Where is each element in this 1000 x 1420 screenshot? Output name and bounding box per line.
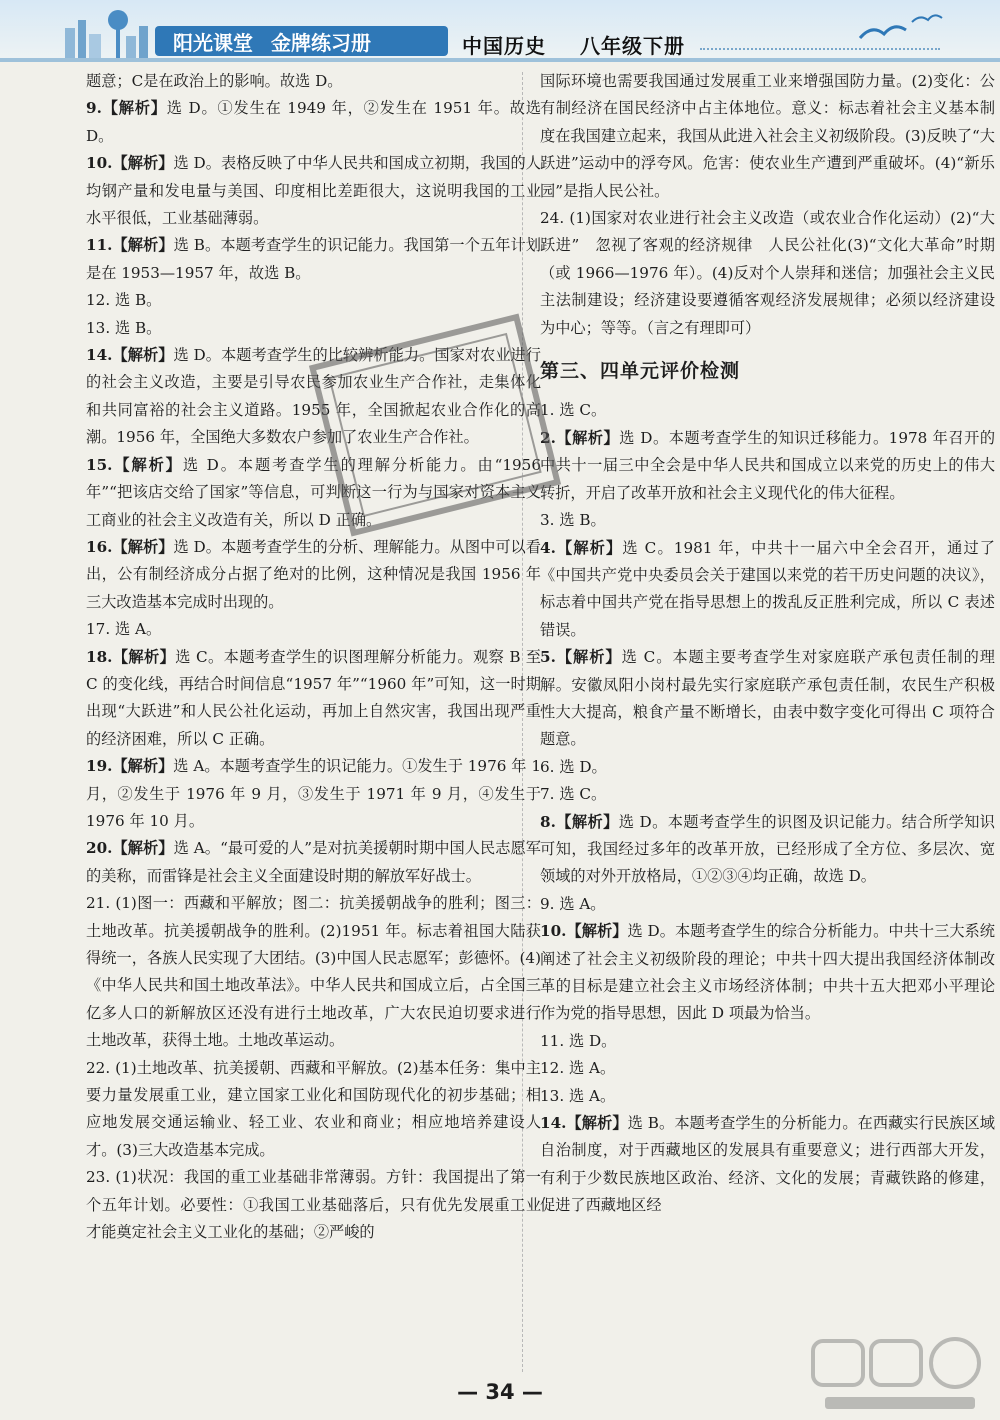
answer-text: 7. 选 C。 <box>540 785 607 804</box>
answer-text: 选 D。本题考查学生的知识迁移能力。1978 年召开的中共十一届三中全会是中华人民共和国成立以来党的历史上的伟大转折，开启了改革开放和社会主义现代化的伟大征程。 <box>540 428 996 502</box>
answer-tag: 15.【解析】 <box>86 455 183 474</box>
answer-item <box>86 315 541 342</box>
answer-text: 选 B。本题考查学生的识记能力。我国第一个五年计划是在 1953—1957 年，故选 B。 <box>86 236 541 282</box>
subject-name: 中国历史 <box>462 34 546 58</box>
brand-banner <box>155 26 448 56</box>
answer-item <box>540 891 995 918</box>
page-header <box>0 0 1000 62</box>
answer-text: 13. 选 A。 <box>540 1086 616 1105</box>
section-title: 第三、四单元评价检测 <box>540 360 741 383</box>
answer-item <box>86 342 541 452</box>
answer-item <box>540 68 995 205</box>
answer-item <box>86 835 541 890</box>
answer-tag: 10.【解析】 <box>86 154 174 173</box>
answer-item <box>540 1055 995 1082</box>
answer-item <box>86 1055 541 1165</box>
answer-tag: 9.【解析】 <box>86 99 167 118</box>
answer-item <box>540 425 995 507</box>
answer-text: 12. 选 B。 <box>86 291 162 310</box>
answer-tag: 18.【解析】 <box>86 647 176 666</box>
answer-text: 17. 选 A。 <box>86 620 162 639</box>
answer-text: 24. (1)国家对农业进行社会主义改造（或农业合作化运动）(2)“大跃进” 忽视了客观的经济规律 人民公社化(3)“文化大革命”时期（或 1966—1976 年）。(4)反对个人崇拜和迷信；加强社会主义民主法制建设；经济建设要遵循客观经济发展规律；必须以经济建设为中心；等等。（言之有理即可） <box>540 209 995 337</box>
answer-tag: 5.【解析】 <box>540 648 622 667</box>
answer-text: 11. 选 D。 <box>540 1031 617 1050</box>
answer-item <box>86 287 541 314</box>
answer-text: 选 D。本题考查学生的分析、理解能力。从图中可以看出，公有制经济成分占据了绝对的比例，这种情况是我国 1956 年三大改造基本完成时出现的。 <box>86 537 541 611</box>
answer-tag: 4.【解析】 <box>540 538 623 557</box>
answer-text: 选 C。本题考查学生的识图理解分析能力。观察 B 至 C 的变化线，再结合时间信息“1957 年”“1960 年”可知，这一时期出现“大跃进”和人民公社化运动，再加上自然灾害，我国出现严重的经济困难，所以 C 正确。 <box>86 647 541 748</box>
answer-text: 21. (1)图一：西藏和平解放；图二：抗美援朝战争的胜利；图三：土地改革。抗美援朝战争的胜利。(2)1951 年。标志着祖国大陆获得统一，各族人民实现了大团结。(3)中国人民志愿军；彭德怀。(4)《中华人民共和国土地改革法》。中华人民共和国成立后，占全国三亿多人口的新解放区还没有进行土地改革，广大农民迫切要求进行土地改革，获得土地。土地改革运动。 <box>86 894 541 1050</box>
answer-item <box>86 753 541 835</box>
answer-text: 选 C。1981 年，中共十一届六中全会召开，通过了《中国共产党中央委员会关于建国以来党的若干历史问题的决议》，标志着中国共产党在指导思想上的拨乱反正胜利完成，所以 C 表述错误。 <box>540 538 995 639</box>
answer-text: 3. 选 B。 <box>540 511 606 530</box>
site-watermark-icon <box>805 1335 990 1415</box>
brand-name: 阳光课堂 <box>173 30 253 55</box>
answer-text: 9. 选 A。 <box>540 894 606 913</box>
answer-item <box>540 397 995 424</box>
answer-tag: 2.【解析】 <box>540 428 620 447</box>
answer-item <box>86 534 541 616</box>
answer-item <box>86 1164 541 1246</box>
answer-text: 选 B。本题考查学生的分析能力。在西藏实行民族区域自治制度，对于西藏地区的发展具有重要意义；进行西部大开发，有利于少数民族地区政治、经济、文化的发展；青藏铁路的修建，促进了西藏地区经 <box>540 1114 995 1215</box>
answer-text: 12. 选 A。 <box>540 1059 616 1078</box>
birds-icon <box>850 10 960 50</box>
page-number: — 34 — <box>457 1380 543 1404</box>
answer-text: 选 D。①发生在 1949 年，②发生在 1951 年。故选 D。 <box>86 99 541 145</box>
answer-tag: 8.【解析】 <box>540 812 619 831</box>
answer-tag: 19.【解析】 <box>86 757 174 776</box>
answer-tag: 16.【解析】 <box>86 537 174 556</box>
answer-item <box>540 205 995 342</box>
answer-text: 1. 选 C。 <box>540 401 607 420</box>
left-column <box>86 68 541 1246</box>
answer-item <box>86 616 541 643</box>
answer-item <box>540 1083 995 1110</box>
answer-item <box>86 150 541 232</box>
answer-item <box>540 1110 995 1220</box>
city-skyline-icon <box>60 6 155 58</box>
answer-item <box>540 644 995 754</box>
answer-text: 13. 选 B。 <box>86 318 162 337</box>
answer-item <box>540 754 995 781</box>
right-column-bottom <box>540 397 995 1219</box>
answer-tag: 11.【解析】 <box>86 236 174 255</box>
brand-series: 金牌练习册 <box>271 30 371 55</box>
answer-item <box>86 644 541 754</box>
answer-item <box>540 507 995 534</box>
answer-text: 选 C。本题主要考查学生对家庭联产承包责任制的理解。安徽凤阳小岗村最先实行家庭联产承包责任制，农民生产积极性大大提高，粮食产量不断增长，由表中数字变化可得出 C 项符合题意。 <box>540 648 995 749</box>
answer-text: 选 D。本题考查学生的综合分析能力。中共十三大系统阐述了社会主义初级阶段的理论；中共十四大提出我国经济体制改革的目标是建立社会主义市场经济体制；中共十五大把邓小平理论作为党的指导思想，因此 D 项最为恰当。 <box>540 922 995 1023</box>
answer-text: 选 A。本题考查学生的识记能力。①发生于 1976 年 1 月，②发生于 1976 年 9 月，③发生于 1971 年 9 月，④发生于 1976 年 10 月。 <box>86 757 541 830</box>
answer-text: 6. 选 D。 <box>540 757 607 776</box>
answer-text: 国际环境也需要我国通过发展重工业来增强国防力量。(2)变化：公有制经济在国民经济中占主体地位。意义：标志着社会主义基本制度在我国建立起来，我国从此进入社会主义初级阶段。(3)反映了“大跃进”运动中的浮夸风。危害：使农业生产遭到严重破坏。(4)“新乐园”是指人民公社。 <box>540 72 995 200</box>
book-subject <box>462 30 685 59</box>
answer-tag: 20.【解析】 <box>86 839 174 858</box>
answer-text: 选 D。本题考查学生的识图及识记能力。结合所学知识可知，我国经过多年的改革开放，已经形成了全方位、多层次、宽领域的对外开放格局，①②③④均正确，故选 D。 <box>540 812 995 886</box>
answer-tag: 10.【解析】 <box>540 922 628 941</box>
answer-text: 选 A。“最可爱的人”是对抗美援朝时期中国人民志愿军的美称，而雷锋是社会主义全面建设时期的解放军好战士。 <box>86 839 541 885</box>
answer-text: 23. (1)状况：我国的重工业基础非常薄弱。方针：我国提出了第一个五年计划。必要性：①我国工业基础落后，只有优先发展重工业才能奠定社会主义工业化的基础；②严峻的 <box>86 1168 541 1242</box>
answer-text: 选 D。本题考查学生的比较辨析能力。国家对农业进行的社会主义改造，主要是引导农民参加农业生产合作社，走集体化和共同富裕的社会主义道路。1955 年，全国掀起农业合作化的高潮。1956 年，全国绝大多数农户参加了农业生产合作社。 <box>86 346 541 447</box>
answer-item <box>540 918 995 1028</box>
answer-text: 22. (1)土地改革、抗美援朝、西藏和平解放。(2)基本任务：集中主要力量发展重工业，建立国家工业化和国防现代化的初步基础；相应地发展交通运输业、轻工业、农业和商业；相应地培养建设人才。(3)三大改造基本完成。 <box>86 1058 541 1159</box>
answer-item <box>540 781 995 808</box>
answer-text: 题意；C是在政治上的影响。故选 D。 <box>86 72 343 90</box>
answer-item <box>86 890 541 1054</box>
header-stripe <box>0 58 1000 62</box>
right-column <box>540 68 995 1220</box>
right-column-top <box>540 68 995 342</box>
answer-item <box>540 535 995 645</box>
answer-item <box>86 68 541 95</box>
answer-item <box>540 809 995 891</box>
answer-item <box>540 1028 995 1055</box>
answer-item <box>86 452 541 534</box>
answer-tag: 14.【解析】 <box>86 346 174 365</box>
answer-item <box>86 232 541 287</box>
answer-tag: 14.【解析】 <box>540 1114 628 1133</box>
answer-text: 选 D。表格反映了中华人民共和国成立初期，我国的人均钢产量和发电量与美国、印度相比差距很大，这说明我国的工业水平很低，工业基础薄弱。 <box>86 154 541 228</box>
grade-name: 八年级下册 <box>579 34 685 58</box>
answer-text: 选 D。本题考查学生的理解分析能力。由“1956 年”“把该店交给了国家”等信息，可判断这一行为与国家对资本主义工商业的社会主义改造有关，所以 D 正确。 <box>86 455 541 529</box>
answer-item <box>86 95 541 150</box>
